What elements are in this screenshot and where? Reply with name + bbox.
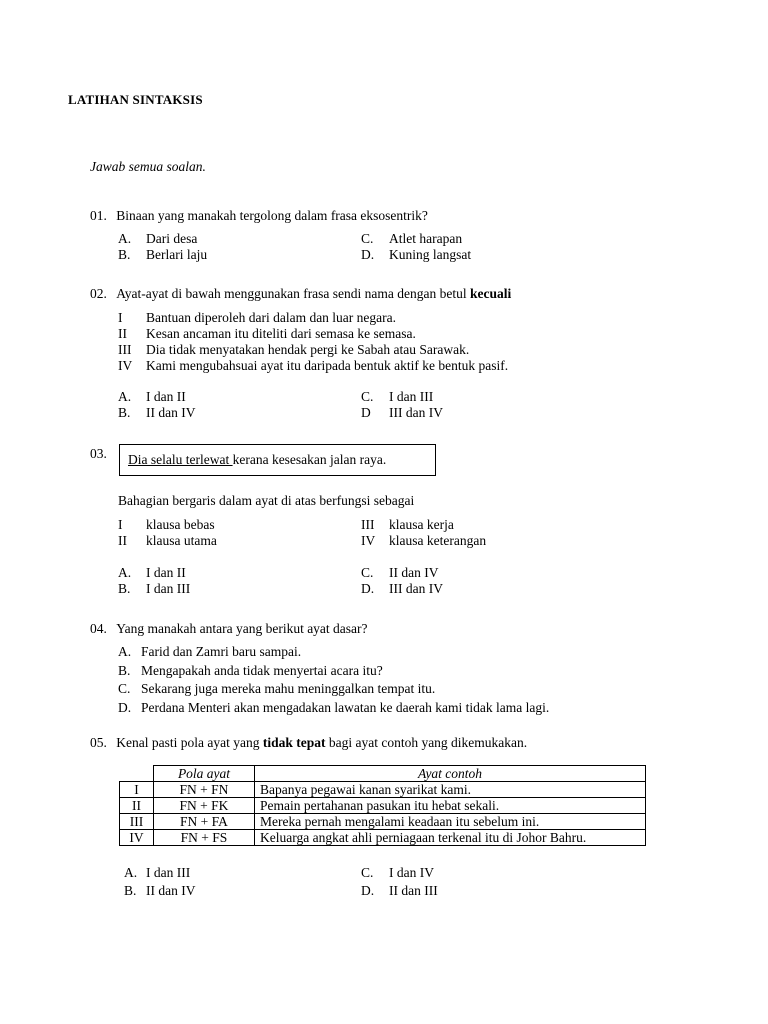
instruction: Jawab semua soalan. (90, 159, 206, 174)
pattern-table (119, 765, 646, 846)
statement-iv: IV Kami mengubahsuai ayat itu daripada bentuk aktif ke bentuk pasif. (118, 358, 509, 373)
question-2 (90, 286, 511, 302)
statement-ii: II klausa utama (118, 533, 217, 548)
option-d: D. III dan IV (361, 581, 443, 596)
question-text-end: bagi ayat contoh yang dikemukakan. (328, 735, 528, 750)
option-b: B. Mengapakah anda tidak menyertai acara itu? (118, 662, 383, 678)
sentence-rest: kerana kesesakan jalan raya. (232, 452, 387, 467)
statement-iii: III klausa kerja (361, 517, 454, 532)
statement-i: I klausa bebas (118, 517, 215, 532)
q3-options (118, 565, 443, 597)
statement-iv: IV klausa keterangan (361, 533, 487, 548)
option-c: C. I dan IV (361, 865, 434, 880)
option-a: A. Dari desa (118, 231, 198, 246)
option-a: A. I dan III (124, 865, 191, 880)
page-title: LATIHAN SINTAKSIS (68, 92, 203, 107)
option-d: D. Kuning langsat (361, 247, 472, 262)
table-row: II FN + FK Pemain pertahanan pasukan itu hebat sekali. (120, 798, 646, 814)
table-row: IV FN + FS Keluarga angkat ahli perniagaan terkenal itu di Johor Bahru. (120, 830, 646, 846)
q2-options (118, 389, 443, 421)
question-number: 02. (90, 286, 107, 301)
question-text: Ayat-ayat di bawah menggunakan frasa sendi nama dengan betul (116, 286, 467, 301)
question-number: 04. (90, 621, 107, 636)
option-b: B. Berlari laju (118, 247, 208, 262)
question-text: Bahagian bergaris dalam ayat di atas berfungsi sebagai (118, 493, 415, 508)
header-pola-ayat: Pola ayat (154, 766, 255, 782)
option-c: C. Sekarang juga mereka mahu meninggalkan tempat itu. (118, 681, 436, 696)
table-row: III FN + FA Mereka pernah mengalami keadaan itu sebelum ini. (120, 814, 646, 830)
option-a: A. I dan II (118, 565, 186, 580)
option-a: A. Farid dan Zamri baru sampai. (118, 644, 302, 659)
option-d: D III dan IV (361, 405, 443, 420)
sentence-box (119, 444, 436, 476)
option-c: C. Atlet harapan (361, 231, 463, 246)
option-d: D. II dan III (361, 883, 438, 898)
question-text: Binaan yang manakah tergolong dalam frasa eksosentrik? (116, 208, 428, 223)
question-number: 05. (90, 735, 107, 750)
header-ayat-contoh: Ayat contoh (255, 766, 646, 782)
q1-options (118, 231, 471, 263)
statement-iii: III Dia tidak menyatakan hendak pergi ke Sabah atau Sarawak. (118, 342, 470, 357)
question-4 (90, 621, 368, 637)
underlined-phrase: Dia selalu terlewat (128, 452, 233, 467)
question-emphasis: tidak tepat (262, 735, 326, 750)
option-c: C. I dan III (361, 389, 434, 404)
q4-options (118, 644, 549, 718)
option-a: A. I dan II (118, 389, 186, 404)
question-3-number: 03. (90, 446, 107, 461)
q2-statements (118, 310, 508, 374)
statement-ii: II Kesan ancaman itu diteliti dari semasa ke semasa. (118, 326, 416, 341)
question-number: 01. (90, 208, 107, 223)
question-5 (90, 735, 527, 751)
question-text: Kenal pasti pola ayat yang (116, 735, 260, 750)
question-emphasis: kecuali (470, 286, 512, 301)
option-d: D. Perdana Menteri akan mengadakan lawatan ke daerah kami tidak lama lagi. (118, 699, 550, 715)
question-1 (90, 208, 428, 224)
q5-options (124, 865, 438, 901)
question-text: Yang manakah antara yang berikut ayat dasar? (116, 621, 368, 636)
option-b: B. II dan IV (124, 883, 196, 898)
option-c: C. II dan IV (361, 565, 439, 580)
option-b: B. II dan IV (118, 405, 196, 420)
statement-i: I Bantuan diperoleh dari dalam dan luar negara. (118, 310, 397, 325)
table-header (120, 766, 646, 782)
option-b: B. I dan III (118, 581, 191, 596)
table-row: I FN + FN Bapanya pegawai kanan syarikat kami. (120, 782, 646, 798)
q3-statements (118, 517, 486, 549)
